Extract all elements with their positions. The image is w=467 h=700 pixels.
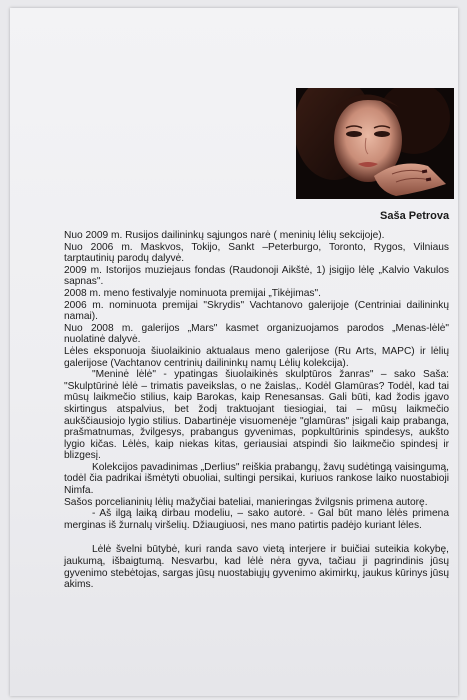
paragraph: Kolekcijos pavadinimas „Derlius" reiškia prabangų, žavų sudėtingą vaisingumą, todėl čia padrikai išmėtyti obuoliai, sultingi persikai, kuriuos rankose laiko nuostabioji Nimfa.: [64, 461, 449, 497]
paragraph: 2009 m. Istorijos muziejaus fondas (Raudonoji Aikštė, 1) įsigijo lėlę „Kalvio Vakulos sapnas".: [64, 264, 449, 288]
document-page: [10, 8, 458, 696]
portrait-photo: [296, 88, 454, 199]
paragraph: - Aš ilgą laiką dirbau modeliu, – sako autorė. - Gal būt mano lėlės primena merginas iš žurnalų viršelių. Džiaugiuosi, nes mano patirtis padėjo kuriant lėles.: [64, 508, 449, 531]
paragraph: Nuo 2008 m. galerijos „Mars" kasmet organizuojamos parodos „Menas-lėlė" nuolatinė dalyvė.: [64, 322, 449, 346]
paragraph: 2006 m. nominuota premijai "Skrydis" Vachtanovo galerijoje (Centriniai dailininkų namai).: [64, 299, 449, 323]
author-name: Saša Petrova: [380, 210, 450, 222]
paragraph: "Meninė lėlė" - ypatingas šiuolaikinės skulptūros žanras" – sako Saša: "Skulptūrinė lėlė – trimatis paveikslas, o ne žaislas,. Kodėl Glamūras? Todėl, kad tai mūsų laikmečio stilius, kaip Barokas, kaip Renesansas. Gali būti, kad žodis jgavo skirtingus atspalvius, bet žodį traktuojant tiesiogiai, tai – mūsų laikmečio aukščiausiojo lygio stilius. Dabartinėje visuomenėje "glamūras" įsigali kaip prabanga, prašmatnumas, žvilgesys, prabangus gyvenimas, popkultūrinis spindesys, aukšto lygio kičas. Lėlės, kaip niekas kitas, geriausiai atspindi šio laikmečio spindesį ir blizgesį.: [64, 369, 449, 462]
paragraph: Sašos porcelianinių lėlių mažyčiai bateliai, manieringas žvilgsnis primena autorę.: [64, 496, 428, 508]
paragraph: Nuo 2009 m. Rusijos dailininkų sąjungos narė ( meninių lėlių sekcijoje).: [64, 230, 385, 241]
paragraph: Lėles eksponuoja šiuolaikinio aktualaus meno galerijose (Ru Arts, MAPC) ir lėlių galerijose (Vachtanov centrinių dailininkų namų Lėlių kolekcija).: [64, 345, 449, 369]
portrait-image: [296, 88, 454, 199]
article-body: [64, 230, 449, 591]
paragraph: 2008 m. meno festivalyje nominuota premijai „Tikėjimas".: [64, 287, 321, 299]
paragraph: Lėlė švelni būtybė, kuri randa savo vietą interjere ir buičiai suteikia kokybę, jaukumą, išbaigtumą. Nesvarbu, kad lėlė nėra gyva, tačiau ji pagrindinis jūsų gyvenimo stebėtojas, sargas jūsų nuostabiųjų gyvenimo akimirkų, jaukus kūrinys jūsų akims.: [64, 544, 449, 591]
paragraph: Nuo 2006 m. Maskvos, Tokijo, Sankt –Peterburgo, Toronto, Rygos, Vilniaus tarptautinių parodų dalyvė.: [64, 241, 449, 265]
